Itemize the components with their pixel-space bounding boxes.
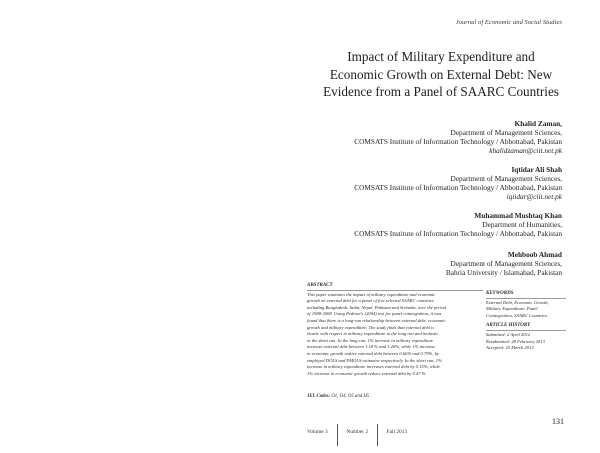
author-department: Department of Humanities,	[482, 220, 562, 229]
keywords-line: External Debt, Economic Growth,	[486, 299, 549, 305]
keywords-heading: KEYWORDS	[486, 291, 566, 299]
footer-divider	[377, 424, 378, 446]
footer	[307, 418, 416, 446]
author-name: Iqtidar Ali Shah	[511, 165, 562, 174]
author-block	[354, 119, 562, 155]
author-name: Mehboob Ahmad	[507, 250, 562, 259]
title-line: Impact of Military Expenditure and	[347, 49, 535, 64]
author-name: Khalid Zaman,	[514, 119, 562, 128]
title-line: Economic Growth on External Debt: New	[329, 66, 553, 82]
author-email: khalidzaman@ciit.net.pk	[489, 146, 562, 155]
keywords-history-column	[486, 283, 566, 352]
author-department: Department of Management Sciences,	[450, 174, 562, 183]
abstract-line: increase external debt between 1.18 % and 1.26%, while 1% increase	[307, 344, 436, 350]
abstract-line: in economic growth reduce external debt between 0.66% and 0.79%, by	[307, 350, 439, 356]
history-submitted: Submitted: 2 April 2012	[486, 331, 531, 337]
abstract-line: elastic with respect to military expenditure in the long run and inelastic	[307, 331, 439, 337]
author-block	[354, 165, 562, 201]
author-email: iqtidar@ciit.net.pk	[506, 192, 562, 201]
keywords-line: Military Expenditure, Panel	[486, 306, 538, 312]
article-history-heading: ARTICLE HISTORY	[486, 323, 566, 331]
abstract-line: growth and military expenditure. The study finds that external debt is	[307, 324, 435, 330]
author-institution: COMSATS Institute of Information Technology / Abbottabad, Pakistan	[354, 137, 562, 146]
footer-season: Fall 2013	[386, 429, 408, 435]
abstract-line: of 1988-2008. Using Pedroni's (2004) test for panel cointegration, it was	[307, 311, 442, 317]
abstract-line: employed DOLS and FMOLS estimator respectively. In the short run, 1%	[307, 357, 442, 363]
author-department: Department of Management Sciences,	[450, 128, 562, 137]
abstract-line: This paper examines the impact of military expenditure and economic	[307, 291, 436, 297]
author-block	[446, 250, 562, 277]
history-accepted: Accepted: 25 March 2013	[486, 345, 534, 351]
author-institution: COMSATS Institute of Information Technology / Abbottabad, Pakistan	[354, 183, 562, 192]
page-number: 131	[552, 417, 564, 426]
footer-volume: Volume 3	[307, 429, 328, 435]
abstract-line: 1% increase in economic growth reduce external debt by 0.47 %.	[307, 370, 427, 376]
abstract-line: found that there is a long-run relationship between external debt, economic	[307, 317, 446, 323]
jel-label: JEL Codes:	[307, 394, 331, 399]
abstract	[307, 283, 483, 377]
footer-number: Number 2	[346, 429, 369, 435]
author-name: Muhammad Mushtaq Khan	[474, 211, 562, 220]
abstract-heading: ABSTRACT	[307, 283, 483, 291]
jel-value: O1, O4, O5 and H5	[331, 394, 370, 399]
author-block	[354, 211, 562, 238]
paper-title	[300, 48, 582, 101]
footer-divider	[337, 424, 338, 446]
title-line: Evidence from a Panel of SAARC Countries	[323, 84, 559, 100]
abstract-line: increase in military expenditure increases external debt by 0.15%, while	[307, 364, 440, 370]
running-header: Journal of Economic and Social Studies	[455, 19, 562, 26]
keywords-line: Cointegration, SAARC Countries.	[486, 312, 549, 318]
abstract-line: in the short run. In the long run, 1% increase in military expenditure	[307, 337, 434, 343]
abstract-line: including Bangladesh, India, Nepal, Pakistan and Srilanka, over the period	[307, 304, 446, 310]
abstract-line: growth on external debt for a panel of five selected SAARC countries	[307, 298, 434, 304]
author-institution: Bahria University / Islamabad, Pakistan	[445, 268, 562, 277]
author-institution: COMSATS Institute of Information Technology / Abbottabad, Pakistan	[354, 229, 562, 238]
history-resubmitted: Resubmitted: 28 February 2013	[486, 338, 545, 344]
author-department: Department of Management Sciences,	[450, 259, 562, 268]
jel-codes	[307, 394, 369, 399]
